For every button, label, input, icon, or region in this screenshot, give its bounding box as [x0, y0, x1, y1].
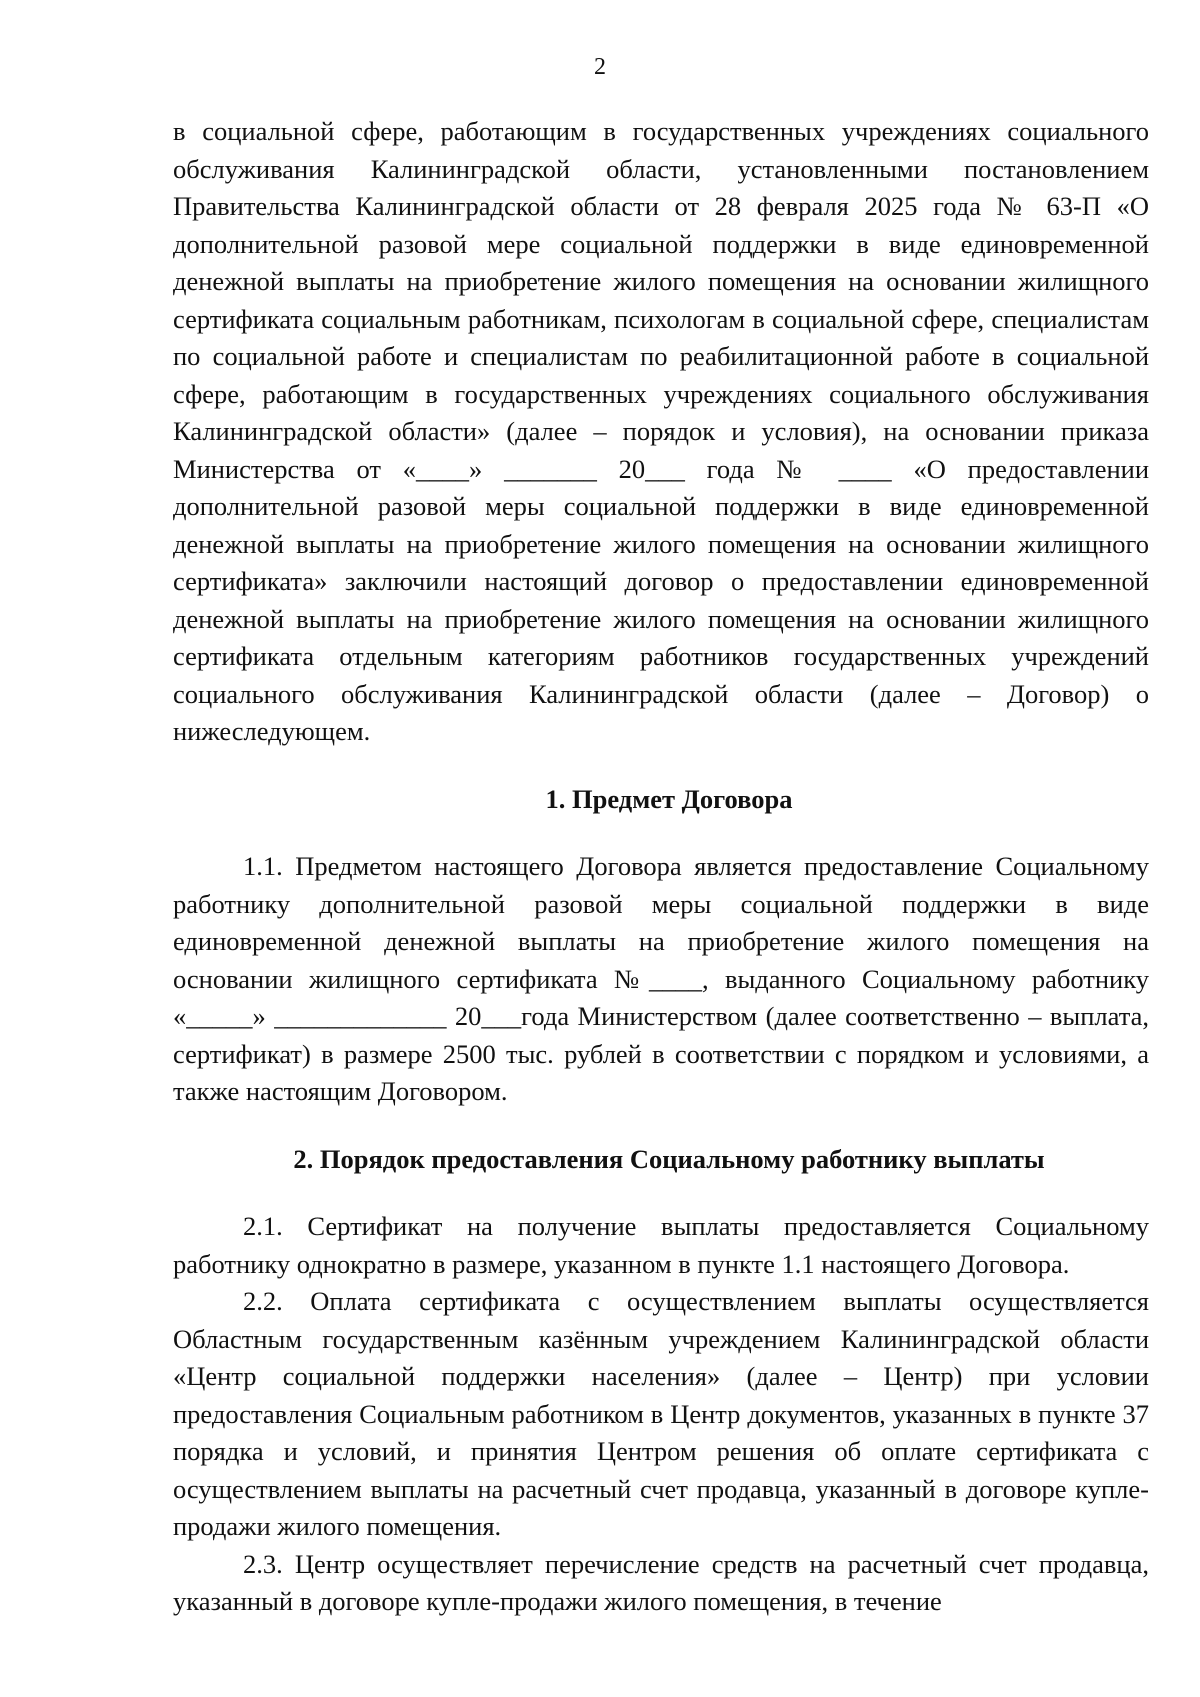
clause-2-1: 2.1. Сертификат на получение выплаты предоставляется Социальному работнику однократно в размере, указанном в пункте 1.1 настоящего Договора.	[173, 1211, 1149, 1279]
page-number: 2	[594, 54, 606, 80]
section-1-heading: 1. Предмет Договора	[545, 783, 793, 814]
section-2-heading: 2. Порядок предоставления Социальному работнику выплаты	[293, 1143, 1045, 1174]
clause-1-1: 1.1. Предметом настоящего Договора является предоставление Социальному работнику дополнительной разовой меры социальной поддержки в виде единовременной денежной выплаты на приобретение жилого помещения на основании жилищного сертификата №____, выданного Социальному работнику «_____» _____________ 20___года Министерством (далее соответственно – выплата, сертификат) в размере 2500 тыс. рублей в соответствии с порядком и условиями, а также настоящим Договором.	[173, 851, 1149, 1106]
clause-2-3: 2.3. Центр осуществляет перечисление средств на расчетный счет продавца, указанный в договоре купле-продажи жилого помещения, в течение	[173, 1548, 1149, 1616]
intro-paragraph: в социальной сфере, работающим в государственных учреждениях социального обслуживания Калининградской области, установленными постановлением Правительства Калининградской области от 28 февраля 2025 года № 63-П «О дополнительной разовой мере социальной поддержки в виде единовременной денежной выплаты на приобретение жилого помещения на основании жилищного сертификата социальным работникам, психологам в социальной сфере, специалистам по социальной работе и специалистам по реабилитационной работе в социальной сфере, работающим в государственных учреждениях социального обслуживания Калининградской области» (далее – порядок и условия), на основании приказа Министерства от «____» _______ 20___ года № ____ «О предоставлении дополнительной разовой меры социальной поддержки в виде единовременной денежной выплаты на приобретение жилого помещения на основании жилищного сертификата» заключили настоящий договор о предоставлении единовременной денежной выплаты на приобретение жилого помещения на основании жилищного сертификата отдельным категориям работников государственных учреждений социального обслуживания Калининградской области (далее – Договор) о нижеследующем.	[173, 116, 1149, 746]
clause-2-2: 2.2. Оплата сертификата с осуществлением выплаты осуществляется Областным государственным казённым учреждением Калининградской области «Центр социальной поддержки населения» (далее – Центр) при условии предоставления Социальным работником в Центр документов, указанных в пункте 37 порядка и условий, и принятия Центром решения об оплате сертификата с осуществлением выплаты на расчетный счет продавца, указанный в договоре купле-продажи жилого помещения.	[173, 1286, 1149, 1541]
document-body	[173, 113, 1149, 1621]
